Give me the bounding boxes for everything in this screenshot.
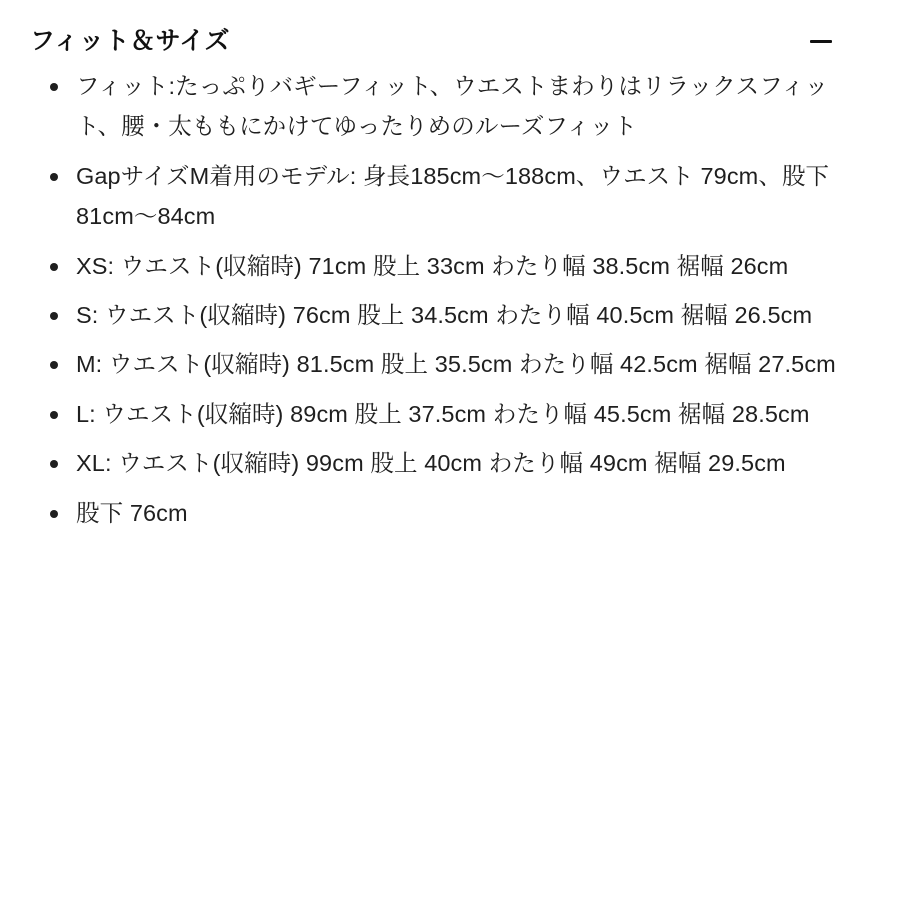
section-title: フィット＆サイズ [30,27,231,55]
minus-icon[interactable] [808,28,834,54]
section-header[interactable] [30,0,870,66]
fit-and-size-list [30,66,870,533]
list-item: L: ウエスト(収縮時) 89cm 股上 37.5cm わたり幅 45.5cm 裾幅 28.5cm [30,394,870,434]
list-item: フィット:たっぷりバギーフィット、ウエストまわりはリラックスフィット、腰・太ももにかけてゆったりめのルーズフィット [30,66,870,147]
list-item: S: ウエスト(収縮時) 76cm 股上 34.5cm わたり幅 40.5cm 裾幅 26.5cm [30,295,870,335]
list-item: M: ウエスト(収縮時) 81.5cm 股上 35.5cm わたり幅 42.5cm 裾幅 27.5cm [30,344,870,384]
list-item: XS: ウエスト(収縮時) 71cm 股上 33cm わたり幅 38.5cm 裾幅 26cm [30,246,870,286]
list-item: 股下 76cm [30,493,870,533]
list-item: GapサイズM着用のモデル: 身長185cm〜188cm、ウエスト 79cm、股下81cm〜84cm [30,156,870,237]
list-item: XL: ウエスト(収縮時) 99cm 股上 40cm わたり幅 49cm 裾幅 29.5cm [30,443,870,483]
